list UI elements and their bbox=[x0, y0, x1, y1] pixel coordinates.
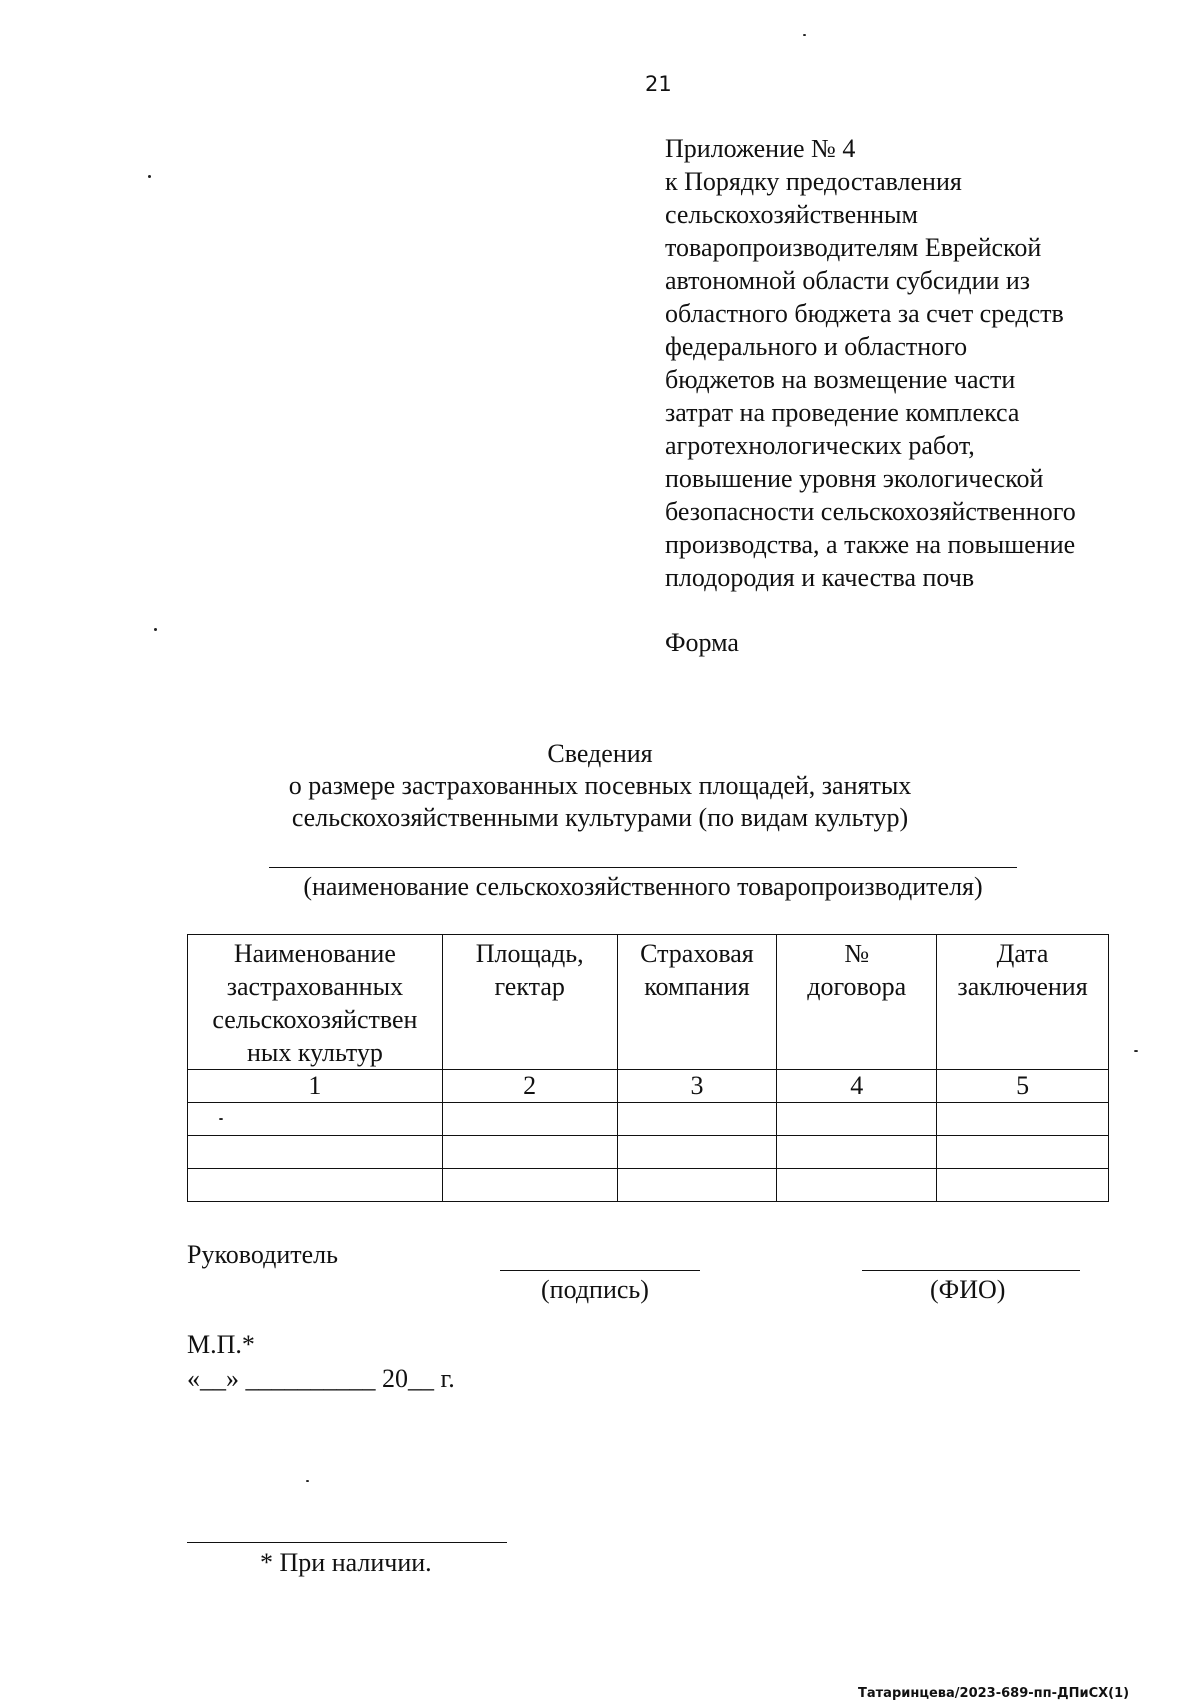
table-cell[interactable] bbox=[937, 1136, 1109, 1169]
table-cell[interactable] bbox=[188, 1169, 443, 1202]
table-cell[interactable] bbox=[442, 1136, 617, 1169]
stamp-label: М.П.* bbox=[187, 1330, 255, 1359]
scan-speck bbox=[1134, 1050, 1138, 1052]
table-row bbox=[188, 1136, 1109, 1169]
producer-name-line[interactable] bbox=[269, 867, 1017, 868]
full-name-line[interactable] bbox=[862, 1270, 1080, 1271]
head-label: Руководитель bbox=[187, 1240, 338, 1269]
table-cell[interactable] bbox=[188, 1103, 443, 1136]
insured-areas-table bbox=[187, 934, 1109, 1202]
table-row bbox=[188, 1103, 1109, 1136]
appendix-block bbox=[665, 132, 1185, 594]
signature-caption: (подпись) bbox=[541, 1275, 649, 1304]
header-contract-number: № договора bbox=[777, 935, 937, 1070]
scan-speck bbox=[803, 34, 806, 36]
appendix-line: федерального и областного bbox=[665, 332, 968, 361]
table-cell[interactable] bbox=[937, 1103, 1109, 1136]
header-contract-date: Дата заключения bbox=[937, 935, 1109, 1070]
scan-speck bbox=[306, 1480, 309, 1482]
date-line: «__» __________ 20__ г. bbox=[187, 1364, 455, 1393]
header-area: Площадь, гектар bbox=[442, 935, 617, 1070]
producer-name-caption: (наименование сельскохозяйственного товаропроизводителя) bbox=[303, 872, 983, 901]
appendix-line: агротехнологических работ, bbox=[665, 431, 975, 460]
appendix-line: областного бюджета за счет средств bbox=[665, 299, 1064, 328]
appendix-line: автономной области субсидии из bbox=[665, 266, 1031, 295]
footnote: * При наличии. bbox=[260, 1548, 432, 1577]
table-cell[interactable] bbox=[937, 1169, 1109, 1202]
column-number: 5 bbox=[937, 1070, 1109, 1103]
form-label: Форма bbox=[665, 628, 739, 657]
table-cell[interactable] bbox=[442, 1169, 617, 1202]
table-header-row bbox=[188, 935, 1109, 1070]
table-cell[interactable] bbox=[777, 1103, 937, 1136]
appendix-line: товаропроизводителям Еврейской bbox=[665, 233, 1042, 262]
scan-speck bbox=[148, 175, 151, 178]
title-line: Сведения bbox=[547, 739, 653, 768]
table-cell[interactable] bbox=[617, 1136, 777, 1169]
appendix-line: повышение уровня экологической bbox=[665, 464, 1044, 493]
table-cell[interactable] bbox=[617, 1169, 777, 1202]
header-crop-name: Наименование застрахованных сельскохозяйствен ных культур bbox=[188, 935, 443, 1070]
document-title bbox=[0, 738, 1200, 834]
appendix-line: к Порядку предоставления bbox=[665, 167, 962, 196]
appendix-line: сельскохозяйственным bbox=[665, 200, 918, 229]
full-name-caption: (ФИО) bbox=[930, 1275, 1006, 1304]
column-number: 1 bbox=[188, 1070, 443, 1103]
table-cell[interactable] bbox=[617, 1103, 777, 1136]
signature-line[interactable] bbox=[500, 1270, 700, 1271]
table-cell[interactable] bbox=[777, 1169, 937, 1202]
appendix-line: Приложение № 4 bbox=[665, 134, 856, 163]
page-number: 21 bbox=[645, 72, 672, 96]
table-cell[interactable] bbox=[188, 1136, 443, 1169]
appendix-line: производства, а также на повышение bbox=[665, 530, 1076, 559]
column-number: 4 bbox=[777, 1070, 937, 1103]
title-line: сельскохозяйственными культурами (по видам культур) bbox=[291, 803, 909, 832]
table-cell[interactable] bbox=[442, 1103, 617, 1136]
appendix-line: затрат на проведение комплекса bbox=[665, 398, 1020, 427]
table-cell[interactable] bbox=[777, 1136, 937, 1169]
appendix-line: безопасности сельскохозяйственного bbox=[665, 497, 1076, 526]
appendix-line: плодородия и качества почв bbox=[665, 563, 975, 592]
table-row bbox=[188, 1169, 1109, 1202]
document-code: Татаринцева/2023-689-пп-ДПиСХ(1) bbox=[858, 1686, 1130, 1701]
footnote-separator bbox=[187, 1542, 507, 1543]
header-insurance-company: Страховая компания bbox=[617, 935, 777, 1070]
appendix-line: бюджетов на возмещение части bbox=[665, 365, 1016, 394]
column-number-row bbox=[188, 1070, 1109, 1103]
title-line: о размере застрахованных посевных площадей, занятых bbox=[288, 771, 912, 800]
column-number: 2 bbox=[442, 1070, 617, 1103]
scan-speck bbox=[154, 628, 157, 631]
column-number: 3 bbox=[617, 1070, 777, 1103]
